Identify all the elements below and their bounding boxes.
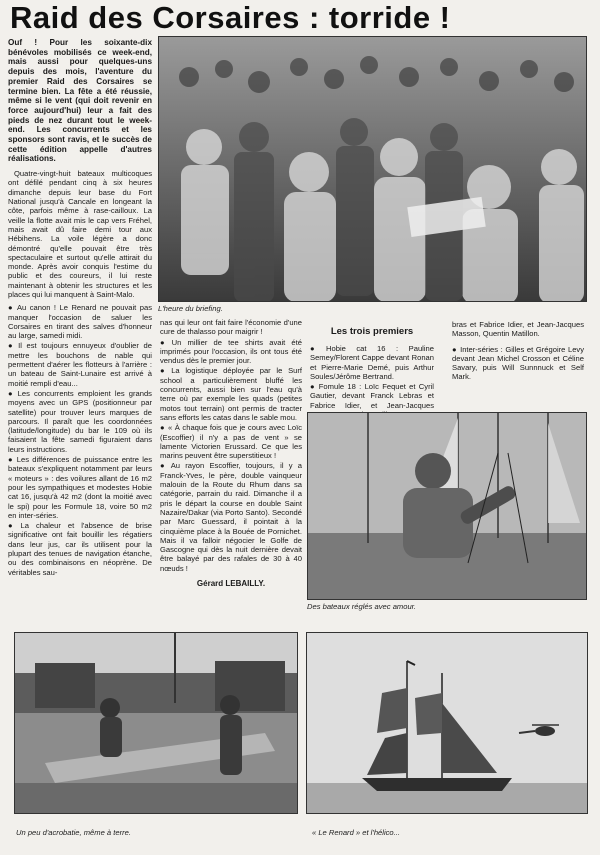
column-2 xyxy=(160,318,302,589)
bullet-icon: ● xyxy=(8,455,14,465)
acrobatics-photo xyxy=(14,632,298,814)
bullet-icon: ● xyxy=(452,344,458,354)
headline: Raid des Corsaires : torride ! xyxy=(10,0,451,35)
podium-continued xyxy=(452,320,584,383)
bullet-icon: ● xyxy=(8,303,14,313)
col1-body: Quatre-vingt-huit bateaux multicoques ont défilé pendant cinq à six heures dimanche depuis leur base du Fort National jusqu'à Cancale en longeant la côte, parfois même à rase-cailloux. La veille la flotte avait mis le cap vers Fréhel, mais avait dû faire demi tour aux Hébihens. La voile légère a donc démontré qu'elle pouvait être très spectaculaire et surtout qu'elle attirait du monde. Après avoir conquis l'estime du public et des coureurs, il lui reste maintenant à obtenir les structures et les places qui lui manquent à Saint-Malo. xyxy=(8,169,152,299)
podium-item: ● Fomule 18 : Loïc Fequet et Cyril Gautier, devant Franck Lebras et Fabrice Idier, et Jean-Jacques xyxy=(310,382,434,410)
col1-bullet: ● Au canon ! Le Renard ne pouvait pas manquer l'occasion de saluer les Corsaires en tirant des salves d'honneur au large, samedi midi. xyxy=(8,303,152,341)
renard-illustration xyxy=(307,633,587,813)
crowd-illustration xyxy=(159,37,586,301)
bullet-icon: ● xyxy=(160,366,169,376)
bullet-icon: ● xyxy=(160,423,166,433)
signature: Gérard LEBAILLY. xyxy=(196,579,266,589)
bullet-icon: ● xyxy=(310,382,316,392)
col1-bullet: ● Les concurrents emploient les grands moyens avec un GPS (positionneur par satellite) pour trouver leurs marques de parcours. Il paraît que les coordonnées (latitude/longitude) du bar le 109 où ils faisaient la fête samedi figuraient dans leurs instructions. xyxy=(8,388,152,454)
podium-item: ● Hobie cat 16 : Pauline Semey/Florent Cappe devant Ronan et Pierre-Marie Demé, puis Arthur Soules/Jérôme Bertrand. xyxy=(310,344,434,381)
podium-item: ● Inter-séries : Gilles et Grégoire Levy devant Jean Michel Crosson et Céline Savary, puis Will Sunnnuck et Self Mark. xyxy=(452,344,585,382)
col1-bullet: ● La chaleur et l'absence de brise significative ont fait bouillir les régatiers dans leur jus, car ils utilisent pour la plupart des tenues de navigation étanche, ou des combinaisons en néoprène. De véritables sau- xyxy=(8,521,152,577)
lead-paragraph: Ouf ! Pour les soixante-dix bénévoles mobilisés ce week-end, mais aussi pour quelques-uns depuis des mois, l'aventure du premier Raid des Corsaires se termine bien. La fête a été réussie, même si le vent (qui doit revenir en force aujourd'hui) leur a fait des pieds de nez durant tout le week-end. Les concurrents et les sponsors sont ravis, et le succès de cette édition appelle d'autres réalisations. xyxy=(8,38,152,164)
briefing-photo xyxy=(158,36,587,302)
col2-bullet: ● Un millier de tee shirts avait été imprimés pour l'occasion, ils ont tous été vendus dès le premier jour. xyxy=(160,337,302,366)
podium-title: Les trois premiers xyxy=(330,326,414,337)
col2-body: nas qui leur ont fait faire l'économie d'une cure de thalasso pour maigrir ! xyxy=(160,318,302,337)
podium-list xyxy=(310,344,434,420)
bullet-icon: ● xyxy=(8,388,15,398)
bullet-icon: ● xyxy=(160,337,169,347)
caption-acrobatics: Un peu d'acrobatie, même à terre. xyxy=(16,828,131,837)
caption-boats: Des bateaux réglés avec amour. xyxy=(307,602,417,611)
bullet-icon: ● xyxy=(8,521,18,531)
column-1 xyxy=(8,38,152,578)
bullet-icon: ● xyxy=(310,344,324,353)
boats-illustration xyxy=(308,413,586,599)
renard-photo xyxy=(306,632,588,814)
col2-bullet: ● « À chaque fois que je cours avec Loïc (Escoffier) il n'y a pas de vent » se lamente Victorien Erussard. Ce que les marins peuvent être superstitieux ! xyxy=(160,423,302,461)
col2-bullet: ● Au rayon Escoffier, toujours, il y a Franck-Yves, le père, double vainqueur malouin de la Route du Rhum dans sa catégorie, parrain du raid. Dimanche il a pris le départ la course en double Saint Nazaire/Dakar (via Porto Santo). Secondé par Marc Guessard, il pointait à la cinquième place à la Bouée de Pornichet. Mais il va falloir négocier le Golfe de Gascogne qui dès la nuit dernière devait être balayé par des rafales de 30 à 40 nœuds ! xyxy=(160,461,302,573)
col1-bullet: ● Les différences de puissance entre les bateaux s'expliquent notamment par leurs « moteurs » : des voilures allant de 16 m2 pour les sympathiques et modestes Hobie cat 16, jusqu'à 42 m2 (dont la moitié avec le spi) pour les Formule 18, voire 50 m2 en inter-séries. xyxy=(8,455,152,520)
bullet-icon: ● xyxy=(160,461,168,471)
boats-photo xyxy=(307,412,587,600)
caption-briefing: L'heure du briefing. xyxy=(158,304,223,313)
acrobatics-illustration xyxy=(15,633,297,813)
col2-bullet: ● La logistique déployée par le Surf school a particulièrement bluffé les concurrents, aussi bien sur l'eau qu'à terre où par exemple les quads (petites motos tout terrain) ont permis de tracter sans efforts les catas dans le sable mou. xyxy=(160,366,302,422)
bullet-icon: ● xyxy=(8,341,16,351)
podium-continuation: bras et Fabrice Idier, et Jean-Jacques Masson, Quentin Matillon. xyxy=(452,320,584,339)
col1-bullet: ● Il est toujours ennuyeux d'oublier de mettre les bouchons de nable qui permettent d'aérer les flotteurs à l'arrière : un bateau de Saint-Lunaire est arrivé à moitié rempli d'eau... xyxy=(8,341,153,388)
caption-renard: « Le Renard » et l'hélico... xyxy=(312,828,400,837)
